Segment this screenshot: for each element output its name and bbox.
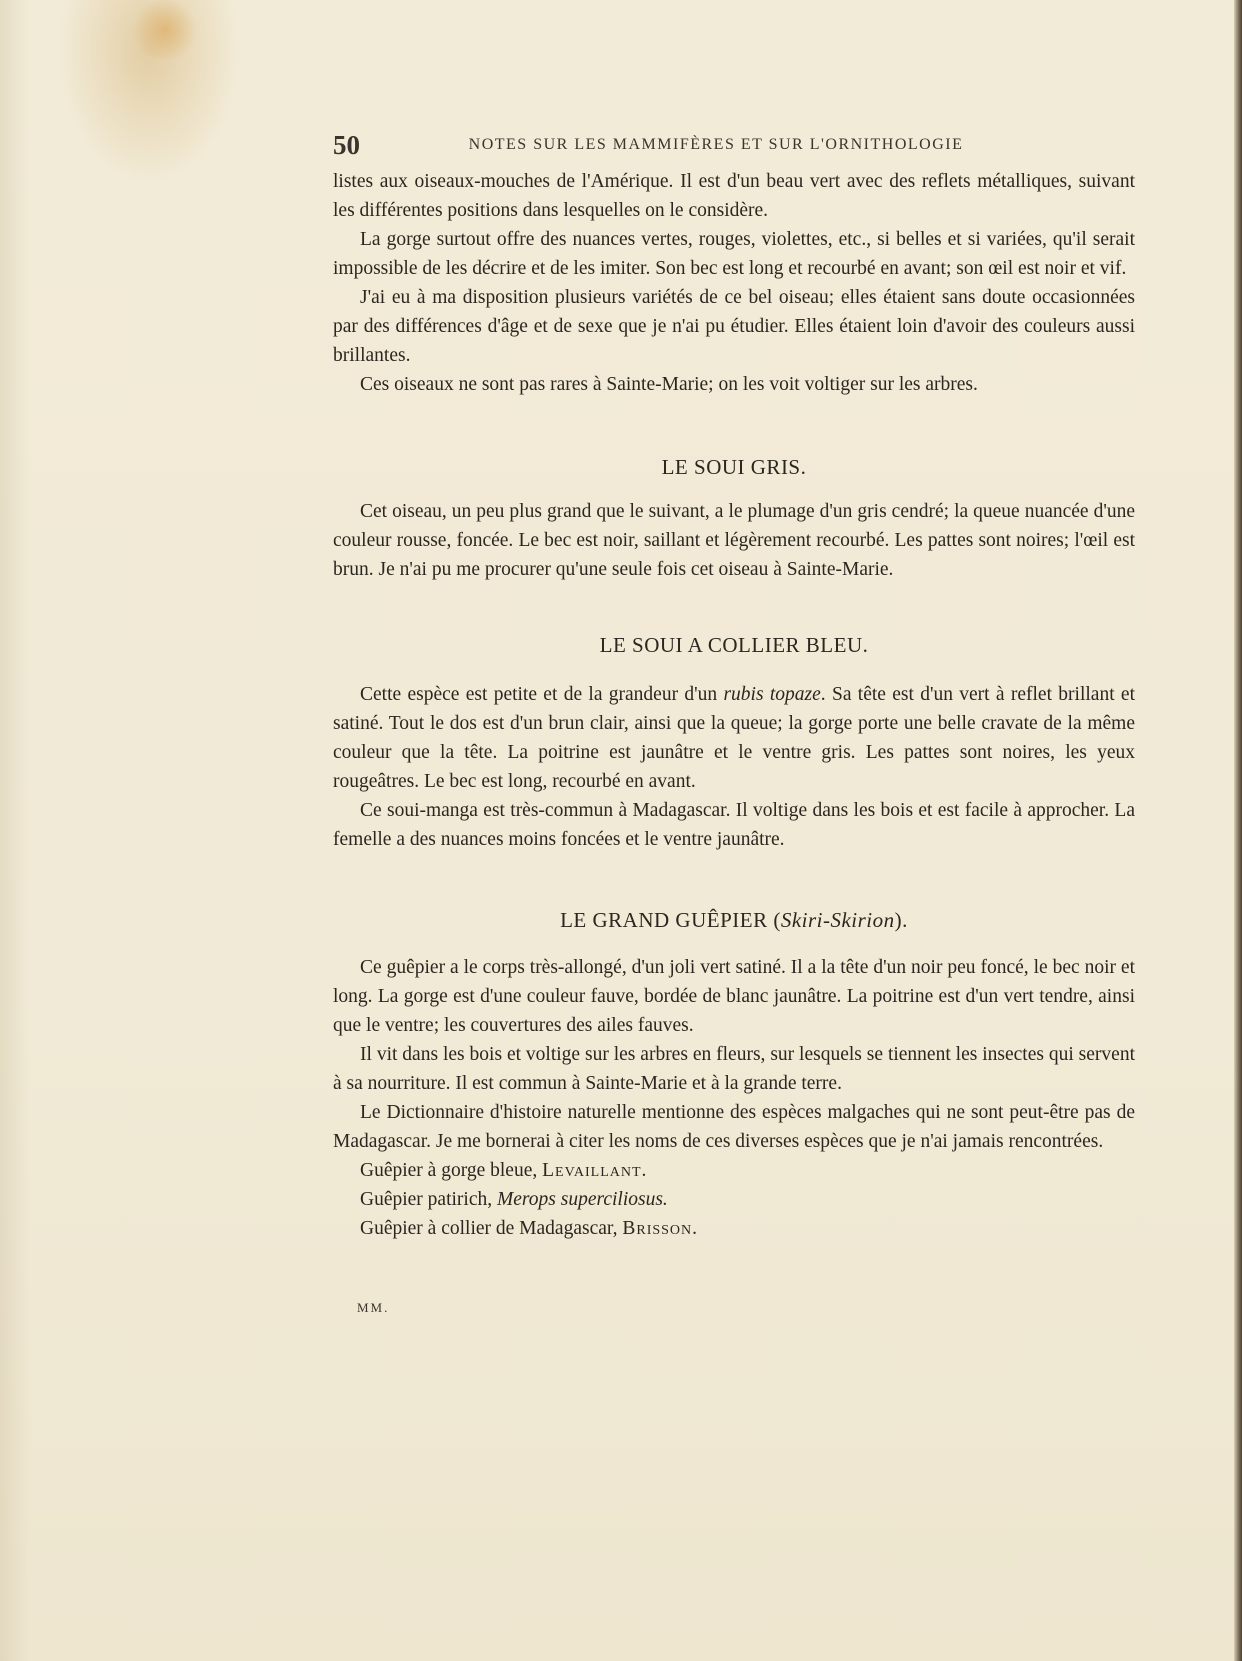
running-title: NOTES SUR LES MAMMIFÈRES ET SUR L'ORNITHOLOGIE: [468, 136, 964, 153]
text-run: Guêpier à gorge bleue,: [360, 1160, 543, 1181]
paragraph: [333, 680, 1135, 796]
author-name: Brisson.: [622, 1218, 699, 1239]
section-heading-soui-gris: LE SOUI GRIS.: [661, 455, 807, 479]
intro-section: [333, 167, 1135, 399]
list-item: [333, 1156, 1135, 1185]
signature: MM.: [357, 1300, 390, 1315]
text-run: Cette espèce est petite et de la grandeur d'un: [360, 684, 724, 705]
guepier-section: [333, 953, 1135, 1243]
text-run: . Sa tête est d'un vert à reflet brillant et satiné. Tout le dos est d'un brun clair, ainsi que la queue; la gorge porte une belle cravate de la même couleur que la tête. La poitrine est jaunâtre et le ventre gris. Les pattes sont noires, les yeux rougeâtres. Le bec est long, recourbé en avant.: [333, 684, 1135, 792]
text-run: Guêpier à collier de Madagascar,: [360, 1218, 623, 1239]
paragraph: listes aux oiseaux-mouches de l'Amérique. Il est d'un beau vert avec des reflets métalliques, suivant les différentes positions dans lesquelles on le considère.: [333, 171, 1135, 221]
species-name: rubis topaze: [723, 684, 821, 705]
author-name: Levaillant.: [542, 1160, 648, 1181]
paragraph: Ce soui-manga est très-commun à Madagascar. Il voltige dans les bois et est facile à approcher. La femelle a des nuances moins foncées et le ventre jaunâtre.: [333, 800, 1135, 850]
paper-stain: [130, 0, 200, 60]
page-header: [333, 130, 1113, 160]
paragraph: Ces oiseaux ne sont pas rares à Sainte-Marie; on les voit voltiger sur les arbres.: [360, 374, 978, 395]
paragraph: J'ai eu à ma disposition plusieurs variétés de ce bel oiseau; elles étaient sans doute occasionnées par des différences d'âge et de sexe que je n'ai pu étudier. Elles étaient loin d'avoir des couleurs aussi brillantes.: [333, 287, 1135, 366]
text-run: Guêpier patirich,: [360, 1189, 497, 1210]
section-heading-guepier: [333, 908, 1135, 933]
species-name: Merops superciliosus.: [497, 1189, 668, 1210]
soui-collier-section: [333, 680, 1135, 854]
section-heading-soui-collier: LE SOUI A COLLIER BLEU.: [599, 633, 869, 657]
paragraph: Le Dictionnaire d'histoire naturelle mentionne des espèces malgaches qui ne sont peut-être pas de Madagascar. Je me bornerai à citer les noms de ces diverses espèces que je n'ai jamais rencontrées.: [333, 1102, 1135, 1152]
soui-gris-section: [333, 497, 1135, 584]
paragraph: Ce guêpier a le corps très-allongé, d'un joli vert satiné. Il a la tête d'un noir peu foncé, le bec noir et long. La gorge est d'une couleur fauve, bordée de blanc jaunâtre. La poitrine est d'un vert tendre, ainsi que le ventre; les couvertures des ailes fauves.: [333, 957, 1135, 1036]
paragraph: Cet oiseau, un peu plus grand que le suivant, a le plumage d'un gris cendré; la queue nuancée d'une couleur rousse, foncée. Le bec est noir, saillant et légèrement recourbé. Les pattes sont noires; l'œil est brun. Je n'ai pu me procurer qu'une seule fois cet oiseau à Sainte-Marie.: [333, 501, 1135, 580]
species-name: Skiri-Skirion: [780, 908, 895, 932]
page-number: 50: [333, 130, 360, 160]
heading-text: ).: [894, 908, 908, 932]
heading-text: LE GRAND GUÊPIER (: [560, 908, 781, 932]
page-edge: [1234, 0, 1242, 1661]
list-item: [333, 1185, 1135, 1214]
paragraph: Il vit dans les bois et voltige sur les arbres en fleurs, sur lesquels se tiennent les insectes qui servent à sa nourriture. Il est commun à Sainte-Marie et à la grande terre.: [333, 1044, 1135, 1094]
paragraph: La gorge surtout offre des nuances vertes, rouges, violettes, etc., si belles et si variées, qu'il serait impossible de les décrire et de les imiter. Son bec est long et recourbé en avant; son œil est noir et vif.: [333, 229, 1135, 279]
list-item: [333, 1214, 1135, 1243]
